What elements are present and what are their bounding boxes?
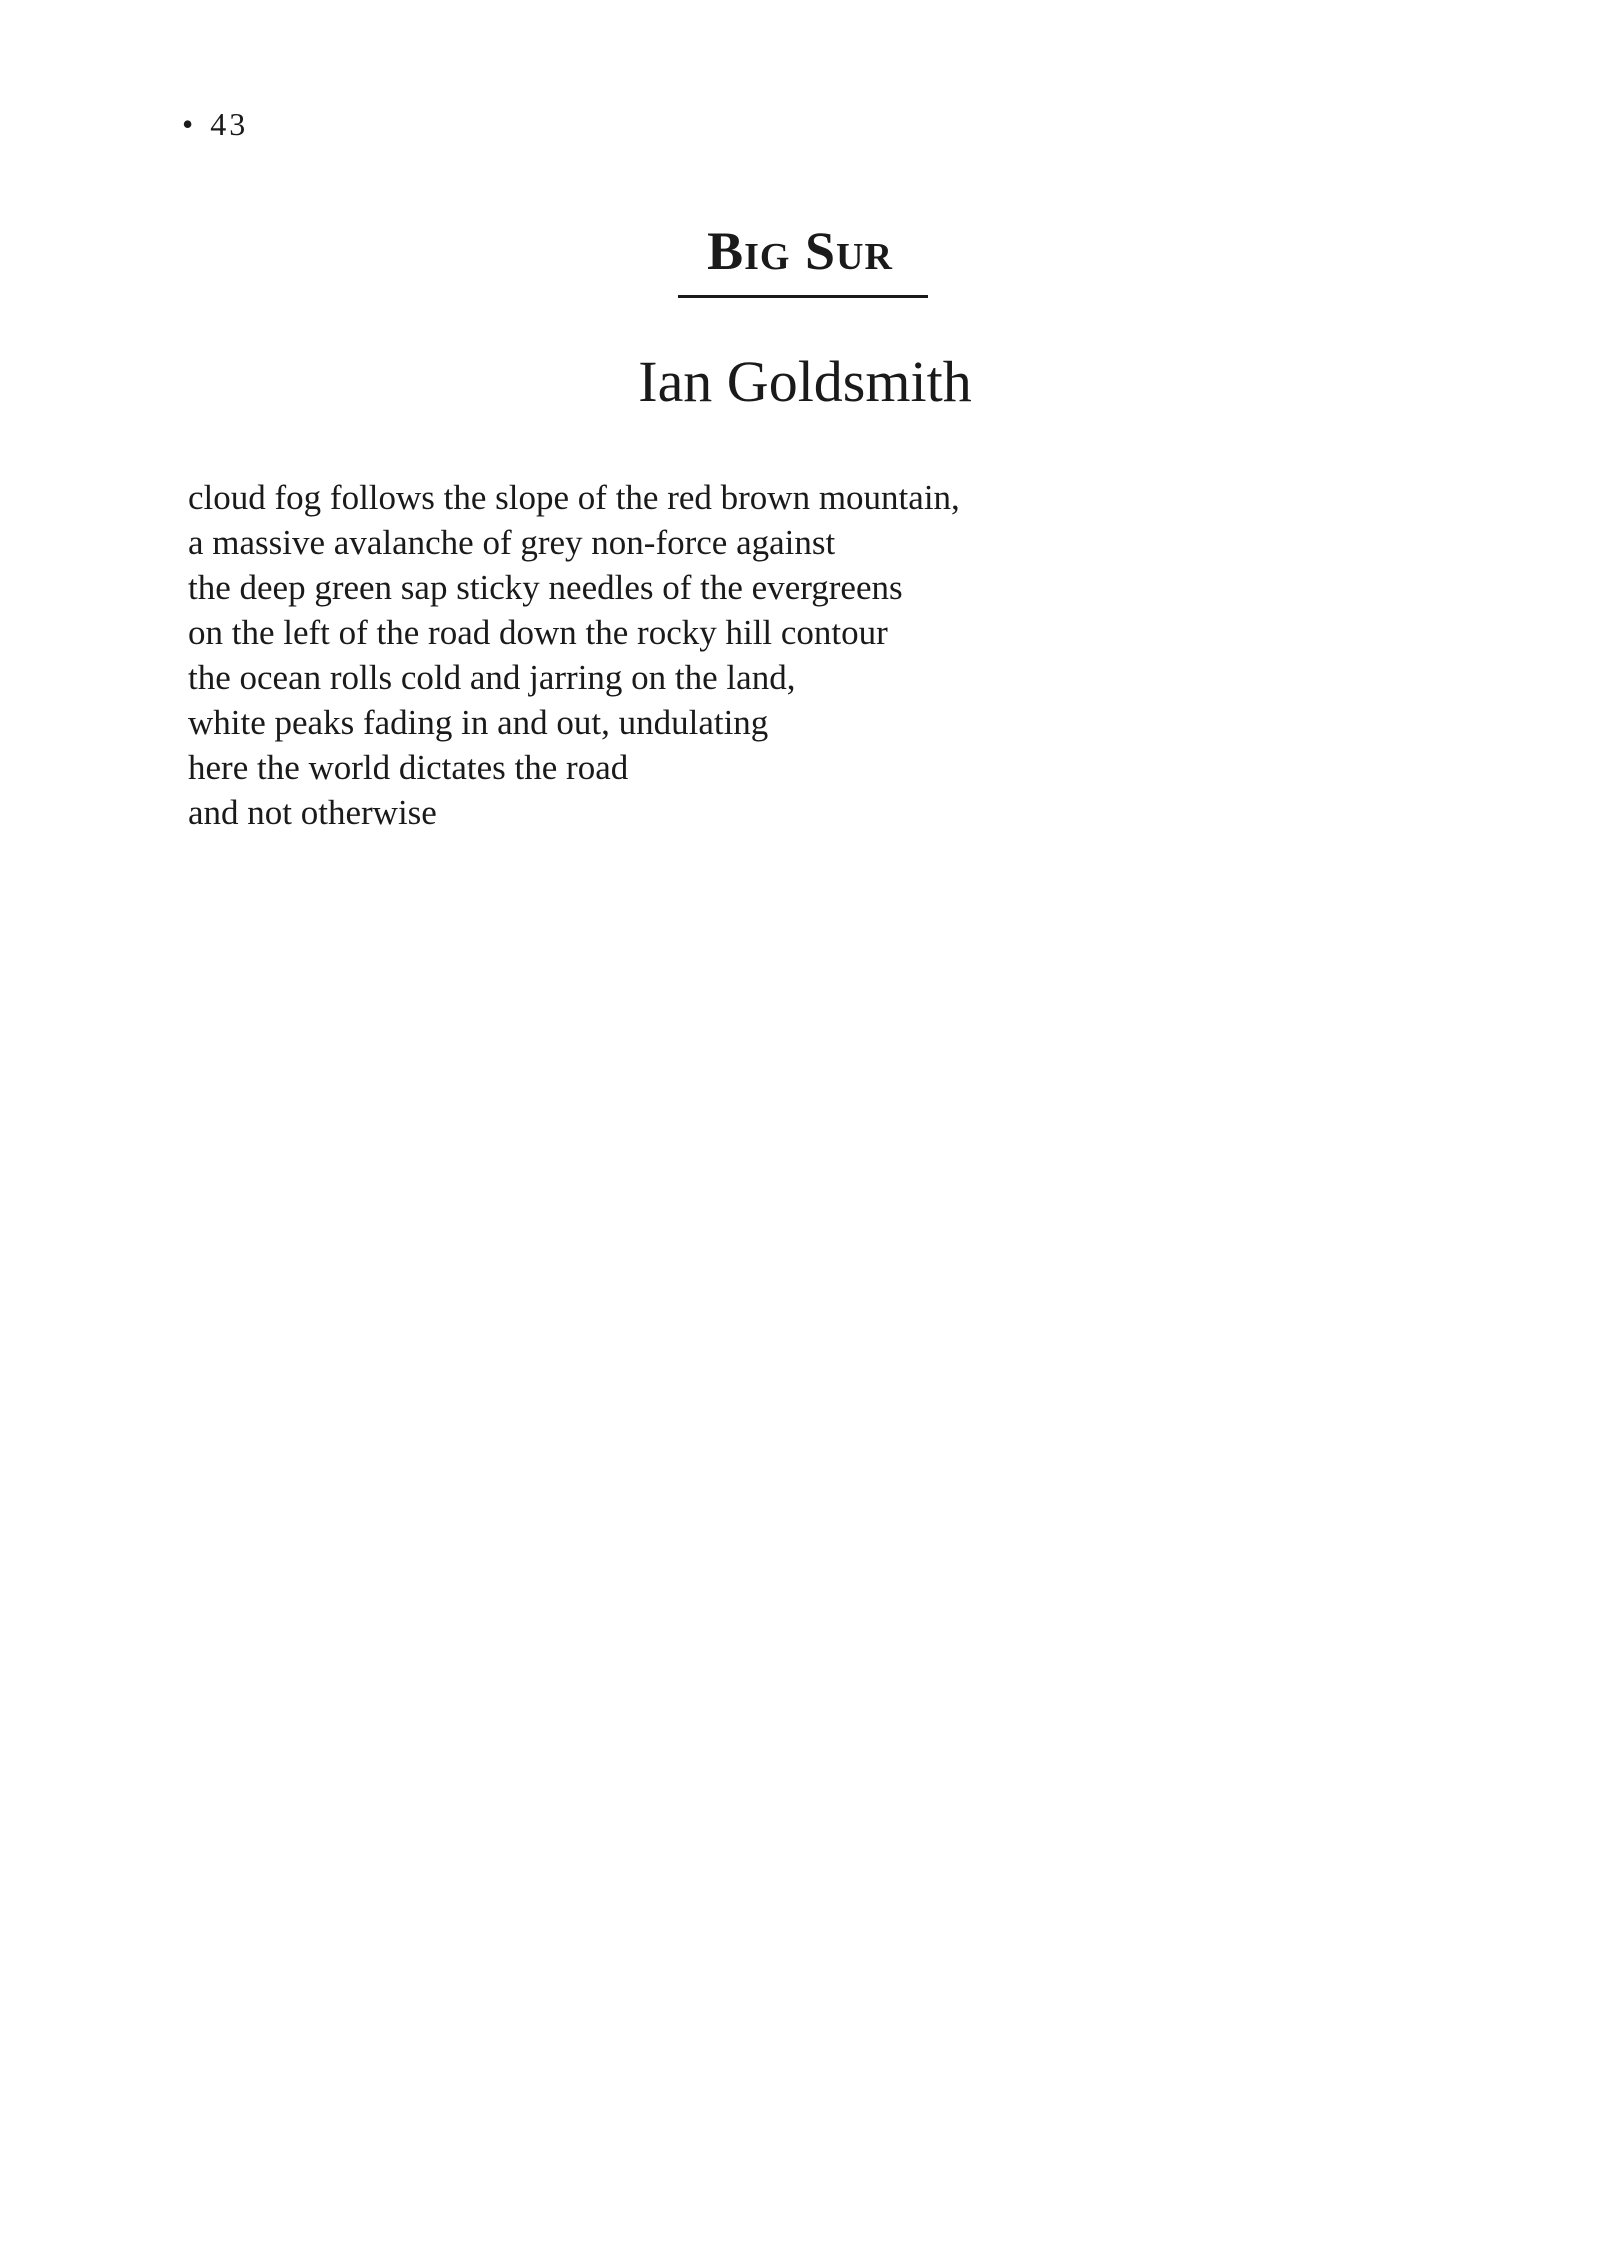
poem-line: on the left of the road down the rocky hill contour bbox=[188, 613, 888, 652]
poem-body bbox=[188, 475, 960, 835]
poem-line: a massive avalanche of grey non-force against bbox=[188, 523, 836, 562]
poem-line: white peaks fading in and out, undulating bbox=[188, 703, 769, 742]
poem-author: Ian Goldsmith bbox=[638, 349, 972, 414]
poem-title: Big Sur bbox=[707, 221, 893, 281]
poem-line: the ocean rolls cold and jarring on the land, bbox=[188, 658, 796, 697]
poem-line: the deep green sap sticky needles of the evergreens bbox=[188, 568, 903, 607]
poem-line: cloud fog follows the slope of the red brown mountain, bbox=[188, 478, 960, 517]
poem-line: here the world dictates the road bbox=[188, 748, 629, 787]
title-underline bbox=[678, 295, 928, 298]
page-number bbox=[182, 108, 248, 140]
poem-line: and not otherwise bbox=[188, 793, 437, 832]
page-number-value: 43 bbox=[210, 106, 249, 142]
bullet-icon: • bbox=[182, 106, 197, 142]
